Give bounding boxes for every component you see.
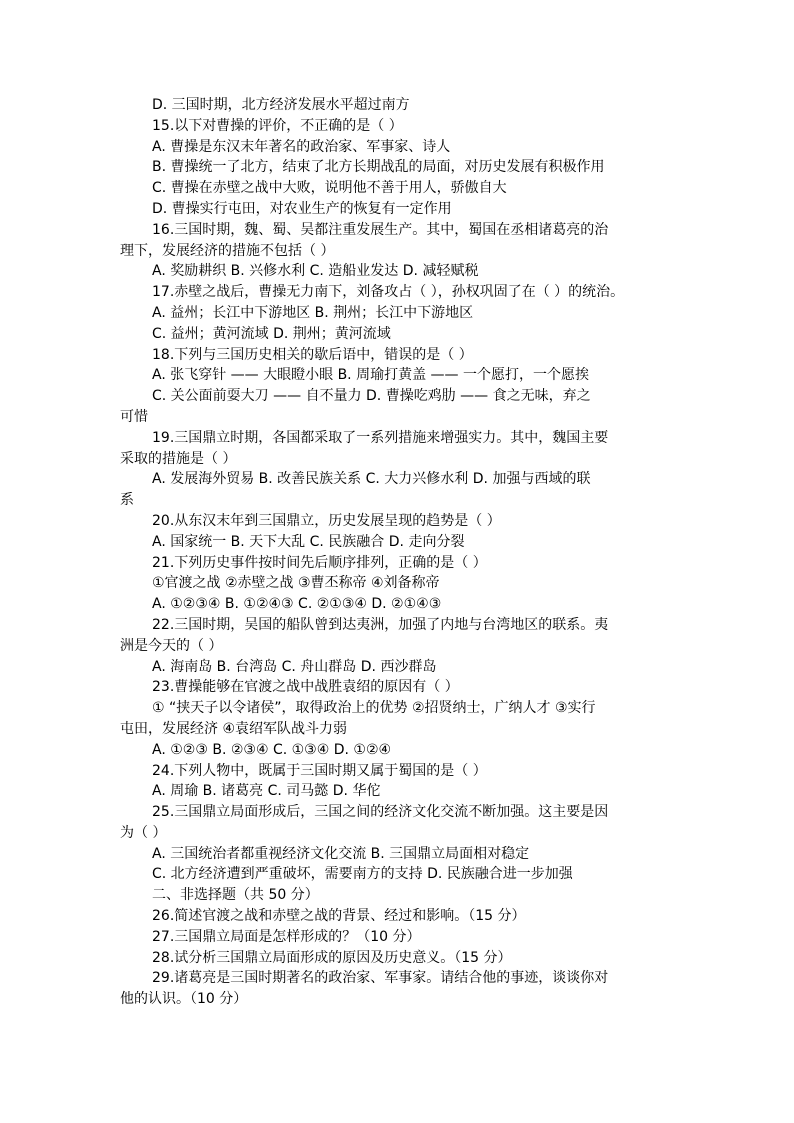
- text-line: A. 海南岛 B. 台湾岛 C. 舟山群岛 D. 西沙群岛: [152, 658, 437, 675]
- text-line: C. 益州；黄河流域 D. 荆州；黄河流域: [152, 325, 391, 342]
- text-line: 采取的措施是（ ）: [120, 450, 237, 467]
- text-line: 16.三国时期，魏、蜀、吴都注重发展生产。其中，蜀国在丞相诸葛亮的治: [152, 221, 609, 238]
- text-line: 系: [120, 492, 134, 509]
- text-line: A. 国家统一 B. 天下大乱 C. 民族融合 D. 走向分裂: [152, 533, 465, 550]
- text-line: 24.下列人物中，既属于三国时期又属于蜀国的是（ ）: [152, 762, 487, 779]
- text-line: 29.诸葛亮是三国时期著名的政治家、军事家。请结合他的事迹，谈谈你对: [152, 970, 609, 987]
- text-line: 二、非选择题（共 50 分）: [152, 887, 319, 904]
- text-line: ① “挟天子以令诸侯”，取得政治上的优势 ②招贤纳士，广纳人才 ③实行: [152, 700, 596, 717]
- text-line: B. 曹操统一了北方，结束了北方长期战乱的局面，对历史发展有积极作用: [152, 159, 605, 176]
- text-line: 23.曹操能够在官渡之战中战胜袁绍的原因有（ ）: [152, 679, 459, 696]
- text-line: 17.赤壁之战后，曹操无力南下，刘备攻占（ ），孙权巩固了在（ ）的统治。: [152, 284, 625, 301]
- text-line: 26.简述官渡之战和赤壁之战的背景、经过和影响。（15 分）: [152, 908, 526, 925]
- text-line: C. 关公面前耍大刀 —— 自不量力 D. 曹操吃鸡肋 —— 食之无味，弃之: [152, 388, 591, 405]
- text-line: 他的认识。（10 分）: [120, 991, 248, 1008]
- text-line: ①官渡之战 ②赤壁之战 ③曹丕称帝 ④刘备称帝: [152, 575, 440, 592]
- text-line: A. 益州；长江中下游地区 B. 荆州；长江中下游地区: [152, 304, 474, 321]
- text-line: A. 曹操是东汉末年著名的政治家、军事家、诗人: [152, 138, 451, 155]
- text-line: 21.下列历史事件按时间先后顺序排列，正确的是（ ）: [152, 554, 487, 571]
- text-line: A. 奖励耕织 B. 兴修水利 C. 造船业发达 D. 减轻赋税: [152, 263, 479, 280]
- text-line: 洲是今天的（ ）: [120, 637, 223, 654]
- text-line: 理下，发展经济的措施不包括（ ）: [120, 242, 335, 259]
- text-line: D. 曹操实行屯田，对农业生产的恢复有一定作用: [152, 200, 452, 217]
- text-line: A. ①②③④ B. ①②④③ C. ②①③④ D. ②①④③: [152, 596, 442, 613]
- text-line: 18.下列与三国历史相关的歇后语中，错误的是（ ）: [152, 346, 473, 363]
- text-line: 27.三国鼎立局面是怎样形成的？（10 分）: [152, 928, 421, 945]
- text-line: A. 三国统治者都重视经济文化交流 B. 三国鼎立局面相对稳定: [152, 845, 530, 862]
- text-line: 为（ ）: [120, 824, 167, 841]
- text-line: 15.以下对曹操的评价，不正确的是（ ）: [152, 117, 403, 134]
- text-line: A. ①②③ B. ②③④ C. ①③④ D. ①②④: [152, 741, 392, 758]
- text-line: 19.三国鼎立时期，各国都采取了一系列措施来增强实力。其中，魏国主要: [152, 429, 609, 446]
- text-line: 28.试分析三国鼎立局面形成的原因及历史意义。（15 分）: [152, 949, 512, 966]
- text-line: D. 三国时期，北方经济发展水平超过南方: [152, 97, 410, 113]
- text-line: A. 周瑜 B. 诸葛亮 C. 司马懿 D. 华佗: [152, 783, 381, 800]
- text-line: A. 发展海外贸易 B. 改善民族关系 C. 大力兴修水利 D. 加强与西域的联: [152, 471, 591, 488]
- text-line: 20.从东汉末年到三国鼎立，历史发展呈现的趋势是（ ）: [152, 512, 501, 529]
- text-line: 屯田，发展经济 ④袁绍军队战斗力弱: [120, 720, 348, 737]
- text-line: C. 北方经济遭到严重破坏，需要南方的支持 D. 民族融合进一步加强: [152, 866, 573, 883]
- text-line: 25.三国鼎立局面形成后，三国之间的经济文化交流不断加强。这主要是因: [152, 804, 609, 821]
- document-body: [120, 95, 680, 1010]
- text-line: C. 曹操在赤壁之战中大败，说明他不善于用人，骄傲自大: [152, 180, 507, 197]
- text-line: 22.三国时期，吴国的船队曾到达夷洲，加强了内地与台湾地区的联系。夷: [152, 616, 609, 633]
- text-line: A. 张飞穿针 —— 大眼瞪小眼 B. 周瑜打黄盖 —— 一个愿打，一个愿挨: [152, 367, 589, 384]
- text-line: 可惜: [120, 408, 148, 425]
